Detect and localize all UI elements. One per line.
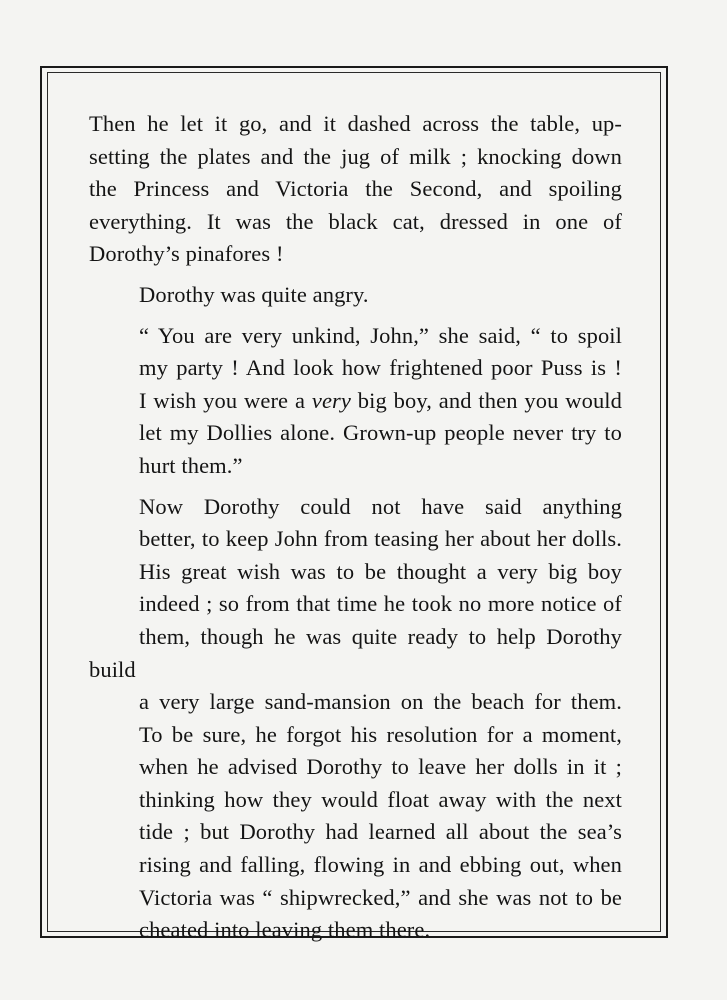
text-line: Now Dorothy could not have said anything bbox=[139, 493, 622, 519]
text-line: a very large sand-mansion on the beach for them. bbox=[139, 689, 622, 715]
text-line: when he advised Dorothy to leave her dolls in it ; bbox=[139, 754, 622, 780]
text-line: Victoria was “ shipwrecked,” and she was not to be bbox=[139, 884, 622, 910]
text-line: To be sure, he forgot his resolution for a moment, bbox=[139, 721, 622, 747]
text-line: my party ! And look how frightened poor Puss is ! bbox=[139, 355, 622, 381]
text-line: tide ; but Dorothy had learned all about the sea’s bbox=[139, 819, 622, 845]
paragraph-4 bbox=[89, 491, 622, 947]
text-line: everything. It was the black cat, dressed in one of bbox=[89, 208, 622, 234]
text-line: let my Dollies alone. Grown-up people never try to bbox=[139, 420, 622, 446]
text-line-with-italic: I wish you were a very big boy, and then you would bbox=[139, 387, 622, 413]
story-text bbox=[89, 108, 622, 947]
text-line: cheated into leaving them there. bbox=[139, 917, 431, 943]
text-line: Dorothy was quite angry. bbox=[139, 281, 369, 307]
paragraph-2 bbox=[89, 279, 622, 312]
text-line: “ You are very unkind, John,” she said, “ to spoil bbox=[139, 322, 622, 348]
text-line: thinking how they would float away with the next bbox=[139, 786, 622, 812]
text-line: indeed ; so from that time he took no more notice of bbox=[139, 591, 622, 617]
text-line: the Princess and Victoria the Second, and spoiling bbox=[89, 176, 622, 202]
text-line: setting the plates and the jug of milk ; knocking down bbox=[89, 143, 622, 169]
text-line: them, though he was quite ready to help Dorothy build bbox=[89, 623, 622, 682]
text-line: better, to keep John from teasing her about her dolls. bbox=[139, 526, 622, 552]
text-line: rising and falling, flowing in and ebbing out, when bbox=[139, 852, 622, 878]
text-line: hurt them.” bbox=[139, 452, 243, 478]
text-line: Dorothy’s pinafores ! bbox=[89, 241, 284, 267]
paragraph-1 bbox=[89, 108, 622, 271]
text-line: Then he let it go, and it dashed across the table, up- bbox=[89, 111, 622, 136]
text-line: His great wish was to be thought a very big boy bbox=[139, 558, 622, 584]
italic-emphasis: very bbox=[311, 387, 351, 413]
paragraph-3 bbox=[89, 320, 622, 483]
